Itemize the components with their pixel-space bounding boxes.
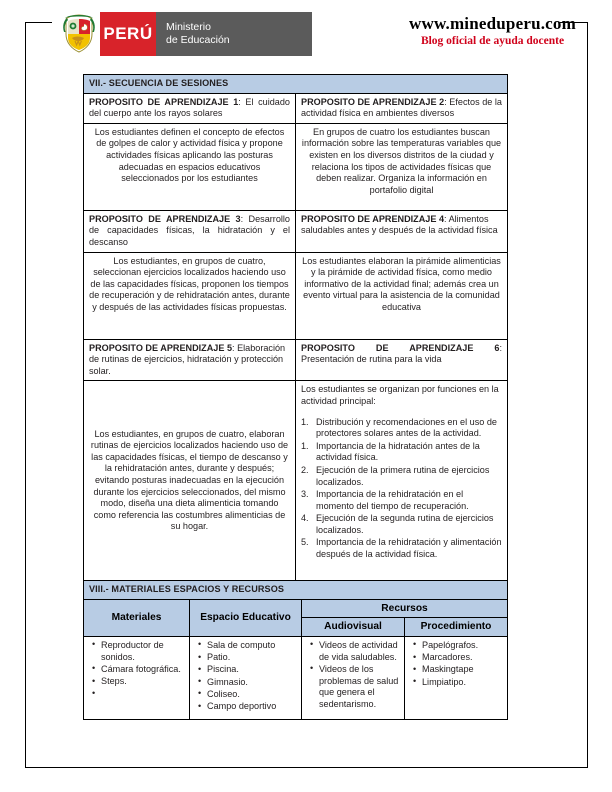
site-url: www.mineduperu.com — [409, 14, 576, 33]
list-item: • Maskingtape — [413, 664, 502, 676]
proposito-2-text: : Efectos de la actividad física en ambientes diversos — [301, 96, 502, 119]
list-item-marker: 1. — [301, 416, 309, 427]
proposito-6-label: PROPOSITO DE APRENDIZAJE 6 — [301, 342, 500, 353]
audiovisual-bullet-list — [307, 640, 399, 711]
proposito-3-label: PROPOSITO DE APRENDIZAJE 3 — [89, 213, 241, 224]
peru-coat-of-arms-icon — [62, 12, 96, 54]
cell-procedimiento — [405, 636, 508, 719]
ministry-line-1: Ministerio — [166, 21, 211, 33]
proposito-3-cell — [84, 210, 296, 252]
descripcion-2-cell: En grupos de cuatro los estudiantes buscan información sobre las temperaturas variables que existen en los diversos distritos de la ciudad y relaciona los tipos de actividades físicas que deben realizar. Organiza la información en portafolio digital — [296, 123, 508, 210]
site-branding — [409, 14, 576, 47]
table-row — [84, 252, 508, 339]
actividad-principal-list — [301, 417, 502, 561]
table-row — [84, 599, 508, 618]
section-vii-band: VII.- SECUENCIA DE SESIONES — [84, 75, 508, 94]
list-item — [301, 441, 502, 464]
column-header-materiales: Materiales — [84, 599, 190, 636]
list-item — [301, 513, 502, 536]
table-row — [84, 75, 508, 94]
list-item-marker: 1. — [301, 440, 309, 451]
list-item: • Videos de actividad de vida saludables. — [310, 640, 399, 664]
table-row — [84, 123, 508, 210]
list-item-text: Importancia de la hidratación antes de la actividad física. — [316, 440, 480, 463]
peru-label: PERÚ — [103, 24, 153, 43]
proposito-5-text: : Elaboración de rutinas de ejercicios, hidratación y protección solar. — [89, 342, 286, 376]
list-item — [301, 537, 502, 560]
proposito-3-text: : Desarrollo de capacidades físicas, la hidratación y el descanso — [89, 213, 290, 247]
list-item-text: Importancia de la rehidratación en el momento del tiempo de recuperación. — [316, 489, 469, 511]
proposito-2-cell — [296, 93, 508, 123]
site-tagline: Blog oficial de ayuda docente — [420, 35, 565, 47]
list-item: • Videos de los problemas de salud que genera el sedentarismo. — [310, 664, 399, 711]
proposito-1-label: PROPOSITO DE APRENDIZAJE 1 — [89, 96, 239, 107]
sequence-of-sessions-table — [83, 74, 508, 581]
column-header-recursos: Recursos — [302, 599, 508, 618]
list-item — [301, 417, 502, 440]
cell-materiales — [84, 636, 190, 719]
list-item: • Papelógrafos. — [413, 640, 502, 652]
proposito-1-text: : El cuidado del cuerpo ante los rayos solares — [89, 96, 290, 119]
ministry-line-2: de Educación — [166, 34, 230, 46]
list-item: • Cámara fotográfica. — [92, 664, 184, 676]
proposito-2-label: PROPOSITO DE APRENDIZAJE 2 — [301, 96, 445, 107]
table-row — [84, 381, 508, 581]
list-item — [301, 465, 502, 488]
proposito-6-text: : Presentación de rutina para la vida — [301, 342, 502, 365]
list-item: • Sala de computo — [198, 640, 296, 652]
peru-wordmark — [100, 12, 156, 56]
proposito-4-label: PROPOSITO DE APRENDIZAJE 4 — [301, 213, 445, 224]
descripcion-5-cell: Los estudiantes, en grupos de cuatro, elaboran rutinas de ejercicios localizados haciendo uso de las capacidades físicas, el tiempo de descanso y la rehidratación antes, durante y después; evitando posturas inadecuadas en la ejecución durante los ejercicios seleccionados, del mismo modo, diseña una dieta alimenticia tomando como referencia las costumbres alimenticias de su hogar. — [84, 381, 296, 581]
materiales-bullet-list — [89, 640, 184, 688]
proposito-6-cell — [296, 339, 508, 381]
list-item — [301, 489, 502, 512]
minedu-brand-block — [62, 12, 312, 56]
table-row — [84, 339, 508, 381]
table-row — [84, 636, 508, 719]
list-item: • Reproductor de sonidos. — [92, 640, 184, 664]
list-item-text: Distribución y recomendaciones en el uso de protectores solares antes de la actividad. — [316, 416, 497, 439]
list-item-marker: 2. — [301, 464, 309, 475]
column-header-audiovisual: Audiovisual — [302, 618, 405, 637]
proposito-5-label: PROPOSITO DE APRENDIZAJE 5 — [89, 342, 233, 353]
proposito-4-cell — [296, 210, 508, 252]
list-item: • Coliseo. — [198, 689, 296, 701]
list-item-marker: 3. — [301, 489, 309, 500]
list-item: • Steps. — [92, 676, 184, 688]
descripcion-3-cell: Los estudiantes, en grupos de cuatro, seleccionan ejercicios localizados haciendo uso de las capacidades físicas, proponen los tiempos de recuperación y de rehidratación antes, durante y después de las actividades físicas propuestas. — [84, 252, 296, 339]
table-row — [84, 210, 508, 252]
proposito-5-cell — [84, 339, 296, 381]
table-row — [84, 93, 508, 123]
espacio-bullet-list — [195, 640, 296, 713]
list-item-text: Importancia de la rehidratación y alimentación después de la actividad física. — [316, 537, 502, 560]
actividad-principal-intro: Los estudiantes se organizan por funciones en la actividad principal: — [301, 384, 499, 406]
table-row — [84, 581, 508, 600]
section-viii-band: VIII.- MATERIALES ESPACIOS Y RECURSOS — [84, 581, 508, 600]
list-item: • Campo deportivo — [198, 701, 296, 713]
cell-audiovisual — [302, 636, 405, 719]
descripcion-1-cell: Los estudiantes definen el concepto de efectos de golpes de calor y actividad física y propone actividades físicas aplicando las posturas adecuadas en espacios educativos seleccionados por los estudiantes — [84, 123, 296, 210]
descripcion-4-cell: Los estudiantes elaboran la pirámide alimenticias y la pirámide de actividad física, como medio informativo de la actividad final; además crea un evento virtual para la asistencia de la comunidad educativa — [296, 252, 508, 339]
proposito-1-cell — [84, 93, 296, 123]
list-item-text: Ejecución de la primera rutina de ejercicios localizados. — [316, 464, 490, 487]
descripcion-6-cell — [296, 381, 508, 581]
procedimiento-bullet-list — [410, 640, 502, 689]
list-item-marker: 4. — [301, 513, 309, 524]
list-item: • Piscina. — [198, 664, 296, 676]
materials-resources-table — [83, 580, 508, 720]
list-item: • Limpiatipo. — [413, 677, 502, 689]
column-header-espacio-educativo: Espacio Educativo — [190, 599, 302, 636]
proposito-4-text: : Alimentos saludables antes y después de la actividad física — [301, 213, 498, 236]
list-item-text: Ejecución de la segunda rutina de ejercicios localizados. — [316, 513, 494, 535]
cell-espacio-educativo — [190, 636, 302, 719]
list-item: • Gimnasio. — [198, 677, 296, 689]
list-item: • Marcadores. — [413, 652, 502, 664]
document-header — [0, 0, 612, 66]
ministry-wordmark — [156, 12, 312, 56]
list-item: • Patio. — [198, 652, 296, 664]
column-header-procedimiento: Procedimiento — [405, 618, 508, 637]
list-item-marker: 5. — [301, 537, 309, 548]
